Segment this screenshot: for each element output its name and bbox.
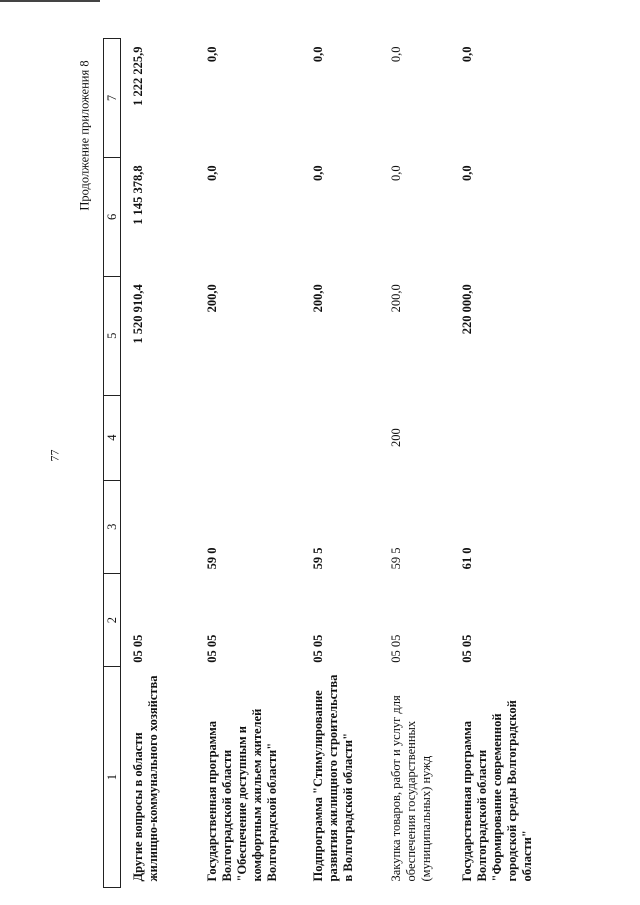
row-amount-3: 0,0 [205,46,219,63]
top-rule [0,0,100,2]
row-section-code: 05 05 [460,634,474,663]
row-program-code: 61 0 [460,547,474,570]
row-expense-type [121,395,196,480]
rotated-table-wrapper [103,38,577,888]
row-amount-1: 200,0 [389,284,403,313]
row-amount-2: 0,0 [460,165,474,182]
table-row [379,39,450,888]
row-amount-2: 0,0 [389,165,403,182]
row-amount-3: 0,0 [311,46,325,63]
header-col-1: 1 [104,667,121,888]
table-row [195,39,301,888]
row-amount-2: 0,0 [205,165,219,182]
page-number: 77 [47,449,62,462]
row-section-code: 05 05 [205,634,219,663]
row-amount-3: 1 222 225,9 [131,46,145,106]
row-name: Государственная программа Волгоградской области "Обеспечение доступным и комфортным жильем жителей Волгоградской области" [205,708,279,882]
table-row [301,39,379,888]
row-amount-2: 1 145 378,8 [131,165,145,225]
appendix-label: Продолжение приложения 8 [77,60,92,211]
row-amount-1: 200,0 [311,284,325,313]
row-section-code: 05 05 [389,634,403,663]
row-program-code: 59 5 [311,547,325,570]
header-col-3: 3 [104,480,121,573]
row-name: Подпрограмма "Стимулирование развития жилищного строительства в Волгоградской области" [311,674,355,882]
row-program-code [121,480,196,573]
header-col-4: 4 [104,395,121,480]
header-row [104,39,121,888]
row-amount-1: 200,0 [205,284,219,313]
row-amount-2: 0,0 [311,165,325,182]
row-name: Закупка товаров, работ и услуг для обеспечения государственных (муниципальных) нужд [389,695,433,882]
row-section-code: 05 05 [131,634,145,663]
budget-table [103,38,546,888]
row-expense-type [450,395,546,480]
row-expense-type [195,395,301,480]
row-amount-1: 1 520 910,4 [131,284,145,344]
row-amount-3: 0,0 [460,46,474,63]
table-row [121,39,196,888]
row-section-code: 05 05 [311,634,325,663]
row-program-code: 59 0 [205,547,219,570]
header-col-6: 6 [104,157,121,276]
row-name: Государственная программа Волгоградской области "Формирование современной городской среды Волгоградской области" [460,700,534,882]
row-expense-type: 200 [389,428,403,447]
row-expense-type [301,395,379,480]
row-amount-1: 220 000,0 [460,284,474,335]
row-amount-3: 0,0 [389,46,403,63]
row-name: Другие вопросы в области жилищно-коммунального хозяйства [131,675,160,882]
header-col-7: 7 [104,39,121,158]
header-col-5: 5 [104,276,121,395]
header-col-2: 2 [104,573,121,666]
row-program-code: 59 5 [389,547,403,570]
table-row [450,39,546,888]
